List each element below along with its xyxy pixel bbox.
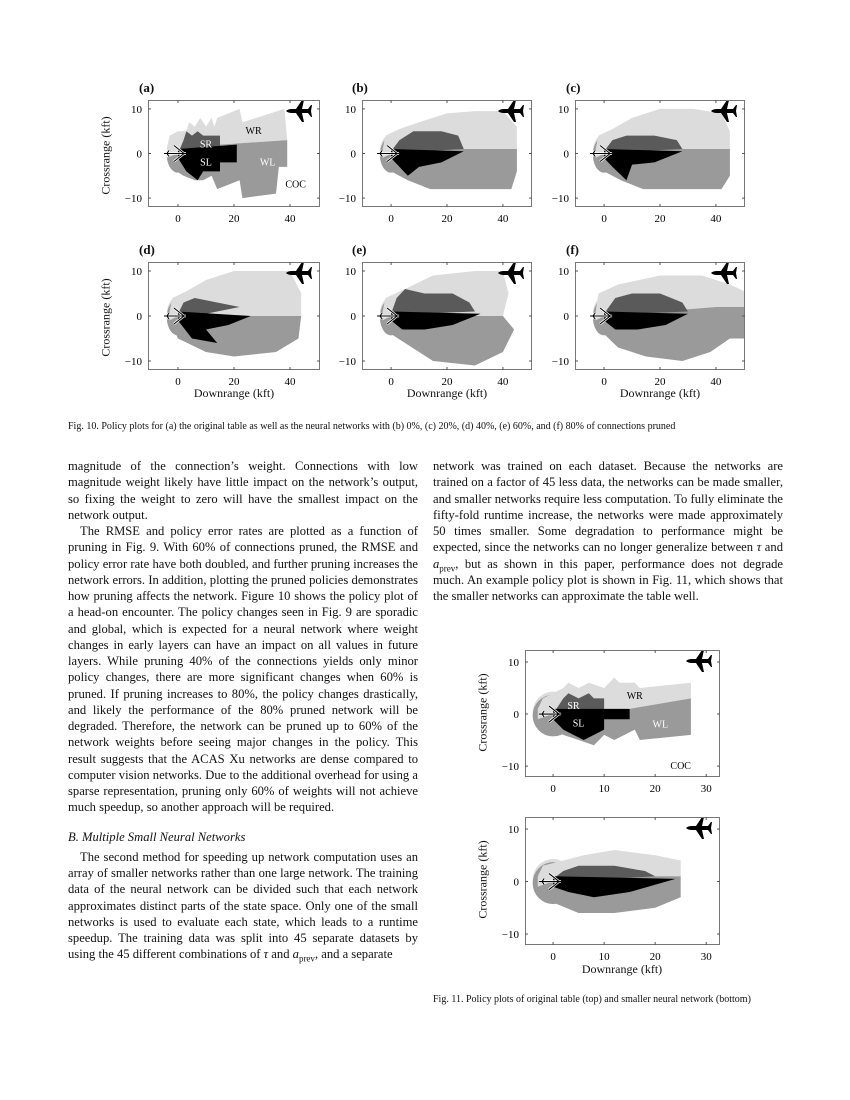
x-tick-label: 20 [649,783,661,795]
y-tick-label: 10 [508,824,519,837]
x-tick-label: 30 [700,951,712,963]
text: The second method for speeding up network computation uses an array of smaller networks rather than one large network. The training data of the neural network can be divided such that each network approximates distinct parts of the state space. Only one of the small networks is used to evaluate each state, which leads to a runtime speedup. The training data was split into 45 separate datasets by using the 45 different combinations of [68,849,418,962]
math-tau: τ [263,947,269,962]
panel-label-f: (f) [566,242,579,257]
y-tick-label: 10 [508,656,519,669]
region-label-COC: COC [285,179,306,191]
panel-label-a: (a) [139,80,155,95]
y-tick-label: −10 [124,193,142,206]
x-tick-label: 0 [175,213,181,225]
paragraph: magnitude of the connection’s weight. Connections with low magnitude weight likely have little impact on the network’s output, so fixing the weight to zero will have the smallest impact on the network output. [68,459,418,522]
x-tick-label: 40 [710,213,722,225]
policy-plot-d [124,262,320,388]
x-tick-label: 20 [441,376,453,388]
x-tick-label: 0 [601,376,607,388]
x-tick-label: 20 [654,376,666,388]
x-tick-label: 0 [601,213,607,225]
x-tick-label: 0 [550,951,556,963]
y-tick-label: 10 [558,103,569,116]
y-tick-label: 10 [131,103,142,116]
x-tick-label: 20 [654,213,666,225]
y-tick-label: 0 [350,148,356,161]
x-axis-label-f: Downrange (kft) [619,386,701,400]
x-axis-label-d: Downrange (kft) [193,386,275,400]
y-tick-label: 0 [513,876,519,889]
policy-plot-a [124,100,320,225]
section-heading: B. Multiple Small Neural Networks [68,829,246,844]
intruder-airplane-icon [286,100,312,122]
y-tick-label: 0 [563,311,569,323]
region-label-WL: WL [652,719,669,731]
text: and [761,540,783,555]
region-label-SR: SR [199,139,213,151]
x-tick-label: 40 [284,376,296,388]
intruder-airplane-icon [686,650,712,672]
y-tick-label: −10 [338,193,356,206]
policy-plot-small-network [501,817,720,963]
x-axis-label-e: Downrange (kft) [406,386,488,400]
x-tick-label: 0 [388,213,394,225]
paragraph: The RMSE and policy error rates are plotted as a function of pruning in Fig. 9. With 60% of connections pruned, the RMSE and policy error rate have both doubled, and further pruning increases the network errors. In addition, plotting the pruned policies demonstrates how pruning affects the network. Figure 10 shows the policy plot of a head-on encounter. The policy changes seen in Fig. 9 are sporadic and global, which is expected for a neural network where weight changes in early layers can have an impact on all values in future layers. While pruning 40% of the connections yields only minor policy changes, there are more significant changes when 60% is pruned. If pruning increases to 80%, the policy changes drastically, and likely the performance of the 80% pruned network will be degraded. Therefore, the network can be pruned up to 60% of the network weights before seeing major changes in the policy. This result suggests that the ACAS Xu networks are dense compared to computer vision networks. Due to the additional overhead for using a sparse representation, pruning only 60% of weights will not achieve much speedup, so another approach will be required. [68,524,418,815]
panel-label-e: (e) [352,242,367,257]
policy-plot-f [551,262,745,388]
x-axis-label: Downrange (kft) [581,962,663,976]
figure-11-caption: Fig. 11. Policy plots of original table (top) and smaller neural network (bottom) [433,994,751,1005]
text: network was trained on each dataset. Because the networks are trained on a factor of 45 less data, the networks can be made smaller, and smaller networks require less computation. To fully eliminate the fifty-fold runtime increase, the networks were made approximately 50 times smaller. Some degradation to performance might be expected, since the networks can no longer generalize between [433,459,783,555]
x-tick-label: 0 [388,376,394,388]
x-tick-label: 30 [700,783,712,795]
paragraph [68,849,418,963]
region-label-WR: WR [626,690,643,702]
math-a: a [433,556,440,571]
y-tick-label: 0 [136,311,142,323]
panel-label-c: (c) [566,80,581,95]
math-tau: τ [756,540,762,555]
region-label-WL: WL [259,157,276,169]
region-label-WR: WR [245,126,262,138]
y-axis-label-top: Crossrange (kft) [98,116,113,195]
y-axis-label-bottom: Crossrange (kft) [98,278,113,357]
region-label-COC: COC [670,761,691,773]
y-tick-label: 0 [136,148,142,161]
y-tick-label: 0 [350,311,356,323]
y-tick-label: 10 [345,266,356,278]
y-axis-label-bottom: Crossrange (kft) [475,840,490,919]
x-tick-label: 20 [228,376,240,388]
intruder-airplane-icon [686,817,712,839]
policy-plot-b [338,100,532,225]
math-subscript: prev [298,953,315,964]
y-tick-label: −10 [501,761,519,774]
paragraph [433,458,783,604]
y-tick-label: −10 [501,928,519,941]
y-tick-label: −10 [124,356,142,368]
math-subscript: prev [439,563,456,574]
y-tick-label: 10 [345,103,356,116]
x-tick-label: 20 [441,213,453,225]
x-tick-label: 40 [710,376,722,388]
region-label-SL: SL [572,718,585,730]
y-tick-label: −10 [338,356,356,368]
region-label-SL: SL [200,157,212,169]
text: , but as shown in this paper, performance does not degrade much. An example policy plot is shown in Fig. 11, which shows that the smaller networks can approximate the table well. [433,556,783,603]
text: and [268,947,293,962]
policy-plot-c [551,100,745,225]
x-tick-label: 40 [284,213,296,225]
region-label-SR: SR [567,701,580,713]
y-tick-label: −10 [551,193,569,206]
y-tick-label: 0 [563,148,569,161]
y-tick-label: −10 [551,356,569,368]
y-axis-label-top: Crossrange (kft) [475,673,490,752]
y-tick-label: 10 [558,266,569,278]
panel-label-b: (b) [352,80,368,95]
y-tick-label: 0 [513,709,519,722]
figure-10-caption: Fig. 10. Policy plots for (a) the original table as well as the neural networks with (b) 0%, (c) 20%, (d) 40%, (e) 60%, and (f) 80% of connections pruned [68,421,676,432]
right-column [433,458,783,604]
panel-label-d: (d) [139,242,155,257]
policy-plot-table [501,650,720,795]
x-tick-label: 20 [649,951,661,963]
x-tick-label: 10 [598,951,610,963]
text: , and a separate [314,947,393,962]
x-tick-label: 0 [550,783,556,795]
x-tick-label: 40 [497,376,509,388]
y-tick-label: 10 [131,266,142,278]
x-tick-label: 40 [497,213,509,225]
x-tick-label: 0 [175,376,181,388]
x-tick-label: 20 [228,213,240,225]
x-tick-label: 10 [598,783,610,795]
math-a: a [292,947,299,962]
left-column [68,458,418,963]
policy-plot-e [338,262,532,388]
